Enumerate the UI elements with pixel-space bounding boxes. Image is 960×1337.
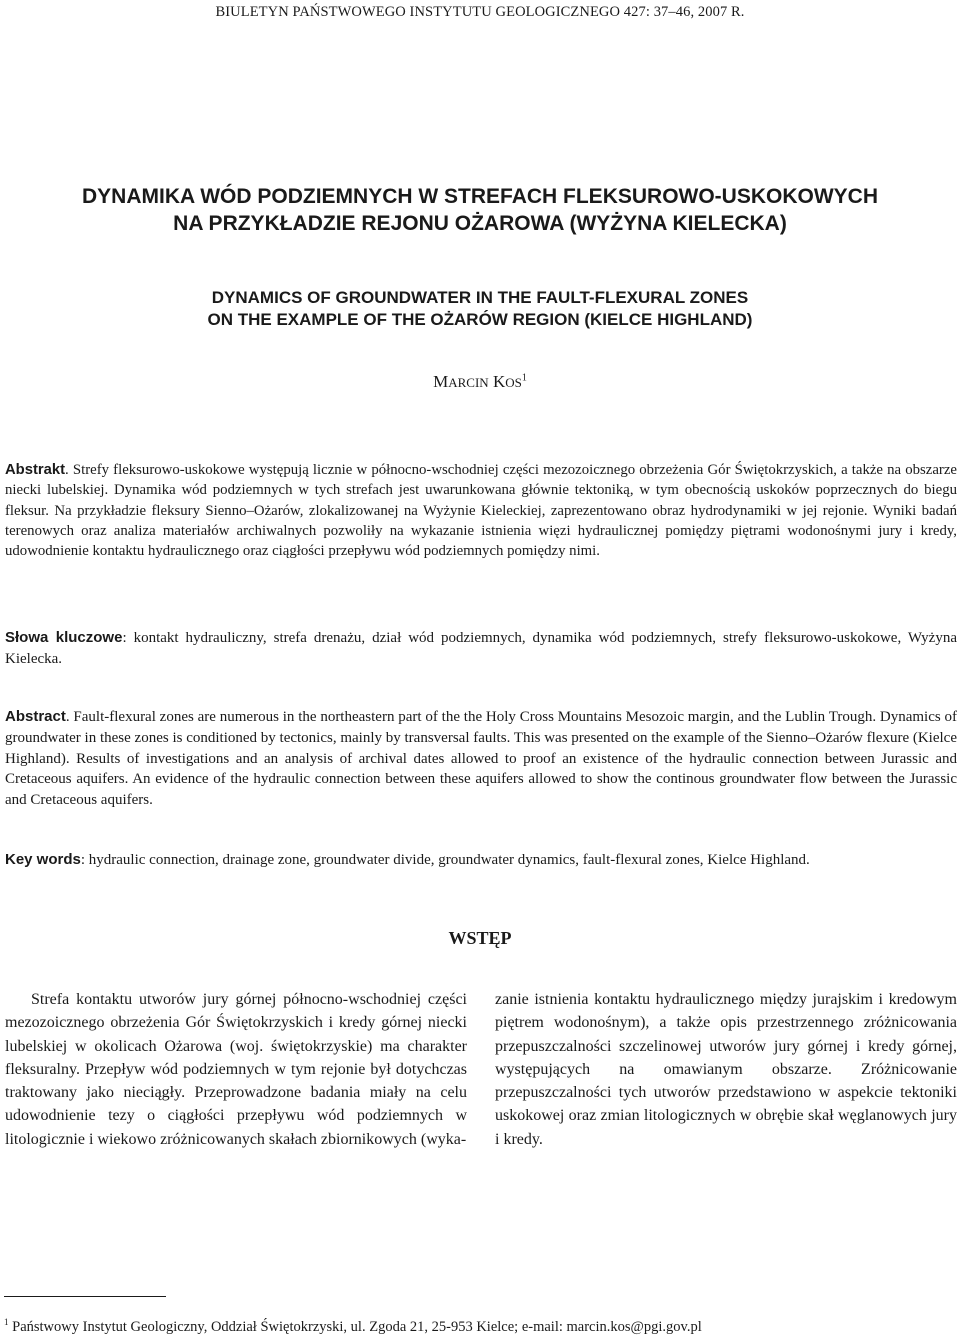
keywords-english <box>5 850 957 870</box>
intro-column-right: zanie istnienia kontaktu hydraulicznego między jurajskim i kredowym piętrem wodonośnym), a także opis przestrzennego zróżnicowania przepuszczalności szczelinowej utworów jury górnej i kredy górnej, występujących na omawianym obszarze. Zróżnicowanie przepuszczalności tych utworów przedstawiono w aspekcie tektoniki uskokowej oraz zmian litologicznych w obrębie skał węglanowych jury i kredy. <box>495 991 957 1148</box>
title-english-line-2: ON THE EXAMPLE OF THE OŻARÓW REGION (KIELCE HIGHLAND) <box>207 310 753 329</box>
title-polish-line-1: DYNAMIKA WÓD PODZIEMNYCH W STREFACH FLEKSUROWO-USKOKOWYCH <box>81 185 879 208</box>
author-first-rest: ARCIN <box>448 375 489 390</box>
footnote-rule <box>4 1296 166 1297</box>
keywords-english-label: Key words <box>5 851 81 868</box>
author-last-initial: K <box>492 372 506 391</box>
footnote <box>4 1317 702 1336</box>
title-english <box>20 287 940 331</box>
title-english-line-1: DYNAMICS OF GROUNDWATER IN THE FAULT-FLEXURAL ZONES <box>211 288 749 307</box>
abstract-polish-label: Abstrakt <box>5 462 66 478</box>
title-polish-line-2: NA PRZYKŁADZIE REJONU OŻAROWA (WYŻYNA KIELECKA) <box>173 212 787 235</box>
abstract-english-text: . Fault-flexural zones are numerous in the northeastern part of the the Holy Cross Mountains Mesozoic margin, and the Lublin Trough. Dynamics of groundwater in these zones is conditioned by tectonics, mainly by transversal faults. This was presented on the example of the Sienno–Ożarów flexure (Kielce Highland). Results of investigations and an analysis of archival dates allowed to proof an existence of the hydraulic connection between Jurassic and Cretaceous aquifers. An evidence of the hydraulic connection between these aquifers allowed to show the continous groundwater flow between the Jurassic and Cretaceous aquifers. <box>5 709 957 809</box>
author-footnote-mark: 1 <box>521 372 527 384</box>
abstract-polish-text: . Strefy fleksurowo-uskokowe występują licznie w północno-wschodniej części mezozoicznego obrzeżenia Gór Świętokrzyskich, a także na obszarze niecki lubelskiej. Dynamika wód podziemnych w tych strefach jest uwarunkowana głównie tektoniką, w tym obecnością uskoków poprzecznych do biegu fleksur. Na przykładzie fleksury Sienno–Ożarów, zlokalizowanej na Wyżynie Kieleckiej, zaprezentowano obraz hydrodynamiki w jej rejonie. Wyniki badań terenowych oraz analiza materiałów archiwalnych pozwoliły na wykazanie istnienia więzi hydraulicznej pomiędzy piętrami wodonośnymi jury i kredy, udowodnienie kontaktu hydraulicznego oraz ciągłości przepływu wód podziemnych pomiędzy nimi. <box>5 462 957 560</box>
footnote-mark: 1 <box>4 1317 9 1327</box>
intro-column-left: Strefa kontaktu utworów jury górnej północno-wschodniej części mezozoicznego obrzeżenia Gór Świętokrzyskich i kredy górnej niecki lubelskiej w okolicach Ożarowa (woj. świętokrzyskie) ma charakter fleksuralny. Przepływ wód podziemnych w tym rejonie był dotychczas traktowany jako nieciągły. Przeprowadzone badania miały na celu udowodnienie tezy o ciągłości przepływu wód podziemnych w litologicznie i wiekowo zróżnicowanych skałach zbiornikowych (wyka- <box>5 991 467 1148</box>
keywords-polish <box>5 628 957 669</box>
abstract-polish <box>5 460 957 561</box>
author-last-rest: OS <box>505 375 522 390</box>
abstract-english-label: Abstract <box>5 708 66 725</box>
footnote-text: Państwowy Instytut Geologiczny, Oddział Świętokrzyski, ul. Zgoda 21, 25-953 Kielce; e-mail: marcin.kos@pgi.gov.pl <box>8 1318 702 1335</box>
author-name <box>0 372 960 392</box>
abstract-english <box>5 707 957 811</box>
title-polish <box>20 183 940 237</box>
author-first-initial: M <box>433 372 449 391</box>
keywords-polish-label: Słowa kluczowe <box>5 629 123 646</box>
keywords-polish-text: : kontakt hydrauliczny, strefa drenażu, dział wód podziemnych, dynamika wód podziemnych, strefy fleksurowo-uskokowe, Wyżyna Kielecka. <box>5 630 957 667</box>
section-heading: WSTĘP <box>448 928 512 948</box>
running-head: BIULETYN PAŃSTWOWEGO INSTYTUTU GEOLOGICZNEGO 427: 37–46, 2007 R. <box>215 4 745 20</box>
keywords-english-text: : hydraulic connection, drainage zone, groundwater divide, groundwater dynamics, fault-flexural zones, Kielce Highland. <box>80 852 810 868</box>
